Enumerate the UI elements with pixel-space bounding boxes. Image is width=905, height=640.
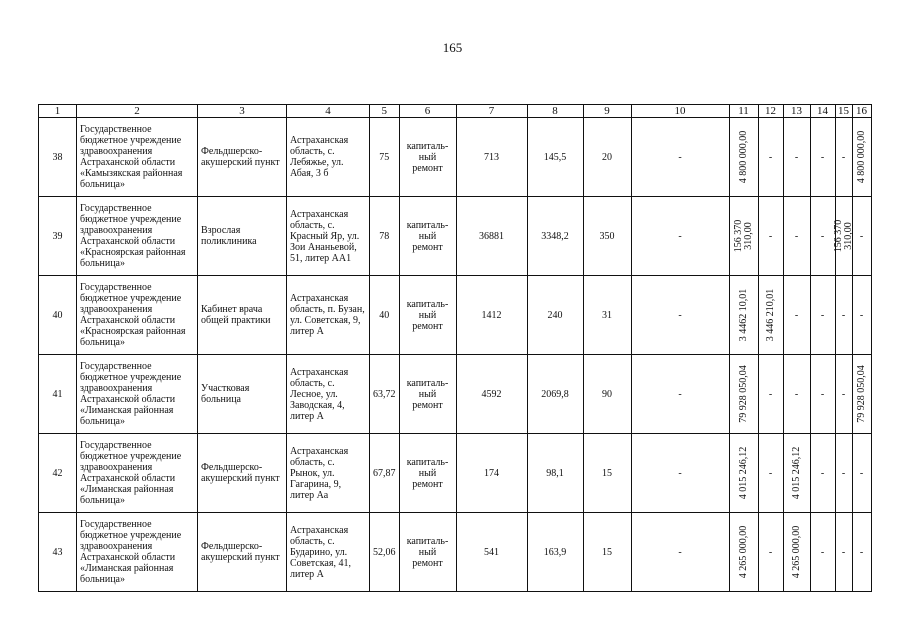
column-9-value-cell bbox=[583, 276, 631, 355]
column-10-value-cell bbox=[631, 513, 729, 592]
column-10-value: - bbox=[678, 151, 682, 163]
column-8-value: 98,1 bbox=[546, 467, 564, 479]
work-type: капиталь-ный ремонт bbox=[406, 456, 449, 490]
page-number: 165 bbox=[442, 40, 463, 55]
column-5-value: 78 bbox=[379, 230, 390, 242]
column-header: 6 bbox=[399, 105, 456, 118]
row-number: 40 bbox=[52, 309, 63, 321]
total-amount-cell bbox=[729, 197, 758, 276]
column-14-amount-cell bbox=[810, 355, 835, 434]
facility-type-cell bbox=[198, 276, 287, 355]
facility-address: Астраханская область, с. Лебяжье, ул. Абая, 3 б bbox=[290, 135, 349, 179]
column-14-amount-cell bbox=[810, 118, 835, 197]
column-12-amount-cell bbox=[758, 513, 783, 592]
work-type: капиталь-ный ремонт bbox=[406, 140, 449, 174]
column-16-amount-cell bbox=[852, 276, 871, 355]
column-15-amount: - bbox=[841, 546, 846, 558]
column-5-value: 40 bbox=[379, 309, 390, 321]
facility-address-cell bbox=[287, 197, 370, 276]
column-13-amount-cell bbox=[783, 197, 810, 276]
total-amount-cell bbox=[729, 355, 758, 434]
column-7-value-cell bbox=[456, 118, 527, 197]
column-header: 10 bbox=[631, 105, 729, 118]
column-10-value: - bbox=[678, 309, 682, 321]
column-14-amount: - bbox=[820, 230, 825, 242]
facility-type: Кабинет врача общей практики bbox=[201, 304, 271, 326]
facility-type: Фельдшерско-акушерский пункт bbox=[201, 146, 280, 168]
column-header: 9 bbox=[583, 105, 631, 118]
column-15-amount-cell bbox=[835, 513, 852, 592]
column-header: 12 bbox=[758, 105, 783, 118]
column-8-value: 240 bbox=[547, 309, 563, 321]
work-type: капиталь-ный ремонт bbox=[406, 535, 449, 569]
facility-address: Астраханская область, с. Красный Яр, ул. Зои Ананьевой, 51, литер АА1 bbox=[290, 208, 360, 264]
column-13-amount: - bbox=[794, 309, 799, 321]
column-9-value: 15 bbox=[602, 467, 612, 479]
facility-address-cell bbox=[287, 513, 370, 592]
column-16-amount-cell bbox=[852, 118, 871, 197]
facility-address-cell bbox=[287, 355, 370, 434]
column-9-value: 31 bbox=[602, 309, 612, 321]
column-15-amount-cell bbox=[835, 355, 852, 434]
row-number-cell bbox=[39, 434, 77, 513]
column-16-amount: 4 800 000,00 bbox=[855, 130, 867, 184]
institution-name-cell bbox=[77, 276, 198, 355]
column-header: 15 bbox=[835, 105, 852, 118]
column-14-amount: - bbox=[820, 388, 825, 400]
work-type-cell bbox=[399, 434, 456, 513]
column-15-amount-cell bbox=[835, 118, 852, 197]
facility-address: Астраханская область, с. Лесное, ул. Заводская, 4, литер А bbox=[290, 366, 349, 422]
total-amount: 156 370 310,00 bbox=[732, 219, 754, 253]
column-16-amount: - bbox=[859, 467, 864, 479]
institution-name-cell bbox=[77, 197, 198, 276]
column-15-amount: - bbox=[841, 309, 846, 321]
column-5-value-cell bbox=[370, 276, 400, 355]
column-5-value-cell bbox=[370, 197, 400, 276]
column-header: 14 bbox=[810, 105, 835, 118]
column-14-amount-cell bbox=[810, 434, 835, 513]
column-8-value-cell bbox=[527, 513, 583, 592]
column-16-amount-cell bbox=[852, 513, 871, 592]
facility-type-cell bbox=[198, 355, 287, 434]
column-13-amount: - bbox=[794, 151, 799, 163]
institution-name: Государственное бюджетное учреждение здравоохранения Астраханской области «Красноярская районная больница» bbox=[80, 203, 186, 269]
table-row bbox=[39, 355, 872, 434]
column-7-value-cell bbox=[456, 355, 527, 434]
column-header: 3 bbox=[198, 105, 287, 118]
column-header: 7 bbox=[456, 105, 527, 118]
column-14-amount-cell bbox=[810, 197, 835, 276]
column-9-value: 15 bbox=[602, 546, 612, 558]
column-5-value: 75 bbox=[379, 151, 390, 163]
column-5-value: 67,87 bbox=[373, 467, 396, 479]
work-type-cell bbox=[399, 197, 456, 276]
facility-address-cell bbox=[287, 276, 370, 355]
column-7-value-cell bbox=[456, 513, 527, 592]
column-10-value-cell bbox=[631, 434, 729, 513]
column-10-value-cell bbox=[631, 118, 729, 197]
column-10-value: - bbox=[678, 388, 682, 400]
column-12-amount-cell bbox=[758, 276, 783, 355]
institution-name-cell bbox=[77, 118, 198, 197]
column-14-amount-cell bbox=[810, 276, 835, 355]
column-12-amount-cell bbox=[758, 197, 783, 276]
total-amount: 79 928 050,04 bbox=[737, 365, 749, 423]
table-row bbox=[39, 118, 872, 197]
total-amount-cell bbox=[729, 513, 758, 592]
column-15-amount-cell bbox=[835, 276, 852, 355]
table-row bbox=[39, 513, 872, 592]
work-type: капиталь-ный ремонт bbox=[406, 298, 449, 332]
row-number-cell bbox=[39, 276, 77, 355]
facility-type-cell bbox=[198, 513, 287, 592]
facility-address: Астраханская область, с. Рынок, ул. Гагарина, 9, литер Аа bbox=[290, 445, 349, 501]
total-amount: 4 015 246,12 bbox=[737, 446, 749, 500]
column-7-value: 4592 bbox=[481, 388, 502, 400]
column-number-row bbox=[39, 105, 872, 118]
table-row bbox=[39, 276, 872, 355]
column-8-value-cell bbox=[527, 276, 583, 355]
institution-name-cell bbox=[77, 434, 198, 513]
column-header: 16 bbox=[852, 105, 871, 118]
column-16-amount: 79 928 050,04 bbox=[855, 365, 867, 423]
column-13-amount-cell bbox=[783, 434, 810, 513]
column-9-value: 20 bbox=[602, 151, 612, 163]
column-13-amount-cell bbox=[783, 118, 810, 197]
column-12-amount: - bbox=[768, 230, 773, 242]
column-5-value: 52,06 bbox=[373, 546, 396, 558]
table-row bbox=[39, 434, 872, 513]
column-13-amount: 4 265 000,00 bbox=[790, 525, 802, 579]
facility-address-cell bbox=[287, 118, 370, 197]
column-5-value-cell bbox=[370, 355, 400, 434]
column-8-value: 163,9 bbox=[543, 546, 567, 558]
institution-name: Государственное бюджетное учреждение здравоохранения Астраханской области «Красноярская районная больница» bbox=[80, 282, 186, 348]
column-12-amount-cell bbox=[758, 355, 783, 434]
column-13-amount: 4 015 246,12 bbox=[790, 446, 802, 500]
column-8-value-cell bbox=[527, 355, 583, 434]
column-header: 8 bbox=[527, 105, 583, 118]
work-type-cell bbox=[399, 276, 456, 355]
institution-name: Государственное бюджетное учреждение здравоохранения Астраханской области «Камызякская районная больница» bbox=[80, 124, 183, 190]
column-14-amount: - bbox=[820, 546, 825, 558]
column-12-amount: - bbox=[768, 388, 773, 400]
total-amount: 4 800 000,00 bbox=[737, 130, 749, 184]
column-12-amount: - bbox=[768, 467, 773, 479]
column-14-amount: - bbox=[820, 467, 825, 479]
column-7-value-cell bbox=[456, 197, 527, 276]
column-13-amount-cell bbox=[783, 355, 810, 434]
column-9-value-cell bbox=[583, 513, 631, 592]
column-5-value-cell bbox=[370, 118, 400, 197]
facility-type-cell bbox=[198, 118, 287, 197]
column-13-amount: - bbox=[794, 230, 799, 242]
column-14-amount-cell bbox=[810, 513, 835, 592]
column-9-value: 90 bbox=[602, 388, 612, 400]
row-number: 42 bbox=[52, 467, 63, 479]
column-10-value-cell bbox=[631, 276, 729, 355]
row-number: 41 bbox=[52, 388, 63, 400]
column-5-value-cell bbox=[370, 513, 400, 592]
facility-type-cell bbox=[198, 197, 287, 276]
column-16-amount: - bbox=[859, 230, 864, 242]
column-header: 1 bbox=[39, 105, 77, 118]
column-9-value-cell bbox=[583, 118, 631, 197]
work-type: капиталь-ный ремонт bbox=[406, 377, 449, 411]
column-8-value: 2069,8 bbox=[541, 388, 569, 400]
facility-type: Взрослая поликлиника bbox=[201, 225, 257, 247]
row-number-cell bbox=[39, 355, 77, 434]
column-15-amount: - bbox=[841, 388, 846, 400]
column-12-amount: - bbox=[768, 546, 773, 558]
facility-type: Участковая больница bbox=[201, 383, 250, 405]
column-header: 13 bbox=[783, 105, 810, 118]
row-number-cell bbox=[39, 197, 77, 276]
total-amount: 4 265 000,00 bbox=[737, 525, 749, 579]
institution-name: Государственное бюджетное учреждение здравоохранения Астраханской области «Лиманская районная больница» bbox=[80, 519, 182, 585]
column-8-value-cell bbox=[527, 434, 583, 513]
column-7-value: 36881 bbox=[479, 230, 504, 242]
column-7-value: 713 bbox=[484, 151, 499, 163]
total-amount: 3 4462 10,01 bbox=[737, 288, 749, 342]
facility-address: Астраханская область, п. Бузан, ул. Советская, 9, литер А bbox=[290, 293, 365, 337]
column-7-value: 174 bbox=[484, 467, 499, 479]
column-9-value-cell bbox=[583, 197, 631, 276]
column-10-value-cell bbox=[631, 355, 729, 434]
work-type: капиталь-ный ремонт bbox=[406, 219, 449, 253]
column-15-amount-cell bbox=[832, 197, 854, 276]
column-7-value-cell bbox=[456, 276, 527, 355]
column-5-value: 63,72 bbox=[373, 388, 396, 400]
column-12-amount-cell bbox=[758, 434, 783, 513]
total-amount-cell bbox=[729, 276, 758, 355]
facility-registry-table bbox=[38, 104, 872, 592]
row-number-cell bbox=[39, 118, 77, 197]
column-15-amount: - bbox=[841, 151, 846, 163]
facility-type: Фельдшерско-акушерский пункт bbox=[201, 541, 280, 563]
column-14-amount: - bbox=[820, 309, 825, 321]
table-row bbox=[39, 197, 872, 276]
column-16-amount-cell bbox=[852, 197, 871, 276]
column-header: 11 bbox=[729, 105, 758, 118]
institution-name-cell bbox=[77, 355, 198, 434]
institution-name-cell bbox=[77, 513, 198, 592]
column-12-amount: 3 446 210,01 bbox=[764, 288, 776, 342]
column-header: 4 bbox=[287, 105, 370, 118]
column-8-value: 3348,2 bbox=[541, 230, 569, 242]
column-14-amount: - bbox=[820, 151, 825, 163]
column-16-amount-cell bbox=[852, 434, 871, 513]
column-header: 2 bbox=[77, 105, 198, 118]
column-15-amount: 156 370 310,00 bbox=[832, 219, 854, 253]
column-10-value: - bbox=[678, 467, 682, 479]
column-8-value: 145,5 bbox=[543, 151, 567, 163]
column-13-amount-cell bbox=[783, 276, 810, 355]
column-9-value: 350 bbox=[599, 230, 615, 242]
column-9-value-cell bbox=[583, 434, 631, 513]
row-number: 43 bbox=[52, 546, 63, 558]
column-10-value: - bbox=[678, 230, 682, 242]
column-12-amount-cell bbox=[758, 118, 783, 197]
column-12-amount: - bbox=[768, 151, 773, 163]
column-10-value-cell bbox=[631, 197, 729, 276]
work-type-cell bbox=[399, 355, 456, 434]
institution-name: Государственное бюджетное учреждение здравоохранения Астраханской области «Лиманская районная больница» bbox=[80, 361, 182, 427]
facility-address-cell bbox=[287, 434, 370, 513]
column-7-value-cell bbox=[456, 434, 527, 513]
column-15-amount: - bbox=[841, 467, 846, 479]
column-15-amount-cell bbox=[835, 434, 852, 513]
total-amount-cell bbox=[729, 434, 758, 513]
work-type-cell bbox=[399, 118, 456, 197]
work-type-cell bbox=[399, 513, 456, 592]
total-amount-cell bbox=[729, 118, 758, 197]
column-7-value: 541 bbox=[484, 546, 499, 558]
row-number-cell bbox=[39, 513, 77, 592]
column-9-value-cell bbox=[583, 355, 631, 434]
column-8-value-cell bbox=[527, 118, 583, 197]
column-header: 5 bbox=[370, 105, 400, 118]
facility-type-cell bbox=[198, 434, 287, 513]
row-number: 39 bbox=[52, 230, 63, 242]
column-16-amount: - bbox=[859, 546, 864, 558]
column-10-value: - bbox=[678, 546, 682, 558]
institution-name: Государственное бюджетное учреждение здравоохранения Астраханской области «Лиманская районная больница» bbox=[80, 440, 182, 506]
facility-type: Фельдшерско-акушерский пункт bbox=[201, 462, 280, 484]
column-8-value-cell bbox=[527, 197, 583, 276]
column-16-amount-cell bbox=[852, 355, 871, 434]
column-5-value-cell bbox=[370, 434, 400, 513]
column-13-amount-cell bbox=[783, 513, 810, 592]
column-13-amount: - bbox=[794, 388, 799, 400]
row-number: 38 bbox=[52, 151, 63, 163]
column-16-amount: - bbox=[859, 309, 864, 321]
column-7-value: 1412 bbox=[481, 309, 502, 321]
facility-address: Астраханская область, с. Бударино, ул. Советская, 41, литер А bbox=[290, 524, 351, 580]
